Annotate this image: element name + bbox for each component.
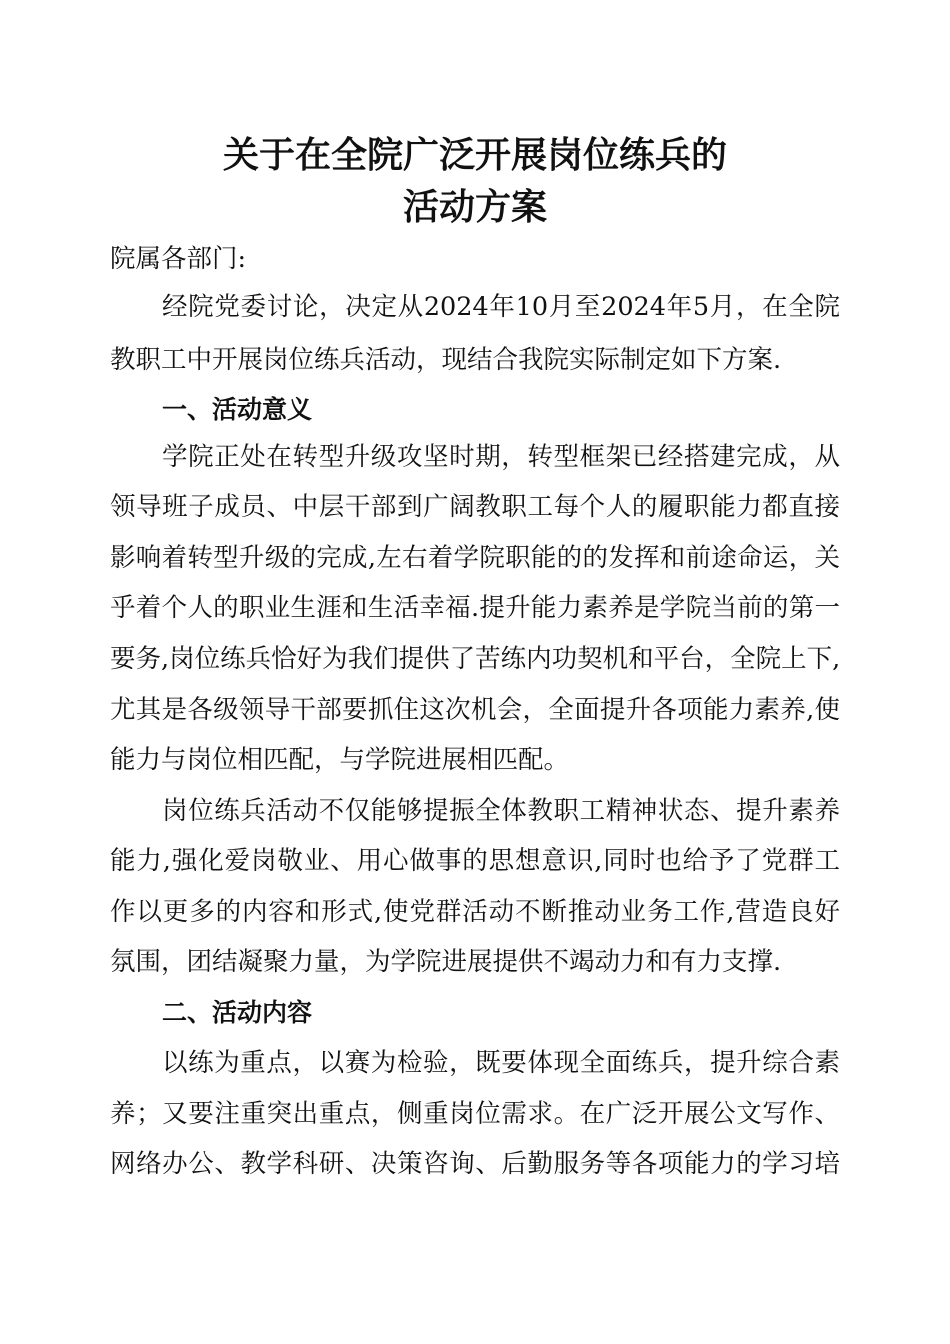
document-title-line-2: 活动方案	[402, 186, 547, 228]
paragraph-2-line-3: 影响着转型升级的完成,左右着学院职能的的发挥和前途命运，关	[110, 543, 840, 573]
section-heading-1: 一、活动意义	[162, 395, 313, 424]
paragraph-3-line-4: 氛围，团结凝聚力量，为学院进展提供不竭动力和有力支撑.	[110, 947, 782, 977]
paragraph-4-line-3: 网络办公、教学科研、决策咨询、后勤服务等各项能力的学习培	[110, 1149, 840, 1179]
paragraph-2-line-5: 要务,岗位练兵恰好为我们提供了苦练内功契机和平台，全院上下,	[110, 644, 841, 674]
paragraph-4-line-2: 养；又要注重突出重点，侧重岗位需求。在广泛开展公文写作、	[110, 1099, 840, 1129]
paragraph-1-line-2: 教职工中开展岗位练兵活动，现结合我院实际制定如下方案.	[110, 345, 782, 375]
paragraph-3-line-1: 岗位练兵活动不仅能够提振全体教职工精神状态、提升素养	[162, 796, 840, 826]
section-heading-2: 二、活动内容	[162, 998, 313, 1027]
document-title-line-1: 关于在全院广泛开展岗位练兵的	[222, 134, 727, 176]
paragraph-1-line-1: 经院党委讨论，决定从2024年10月至2024年5月，在全院	[162, 292, 840, 322]
paragraph-4-line-1: 以练为重点，以赛为检验，既要体现全面练兵，提升综合素	[162, 1048, 840, 1078]
paragraph-2-line-6: 尤其是各级领导干部要抓住这次机会，全面提升各项能力素养,使	[110, 695, 840, 725]
paragraph-2-line-2: 领导班子成员、中层干部到广阔教职工每个人的履职能力都直接	[110, 492, 840, 522]
paragraph-3-line-2: 能力,强化爱岗敬业、用心做事的思想意识,同时也给予了党群工	[110, 846, 840, 876]
salutation: 院属各部门:	[110, 244, 247, 274]
paragraph-2-line-1: 学院正处在转型升级攻坚时期，转型框架已经搭建完成，从	[162, 442, 840, 472]
paragraph-2-line-4: 乎着个人的职业生涯和生活幸福.提升能力素养是学院当前的第一	[110, 593, 840, 623]
paragraph-3-line-3: 作以更多的内容和形式,使党群活动不断推动业务工作,营造良好	[110, 897, 840, 927]
paragraph-2-line-7: 能力与岗位相匹配，与学院进展相匹配。	[110, 745, 570, 775]
